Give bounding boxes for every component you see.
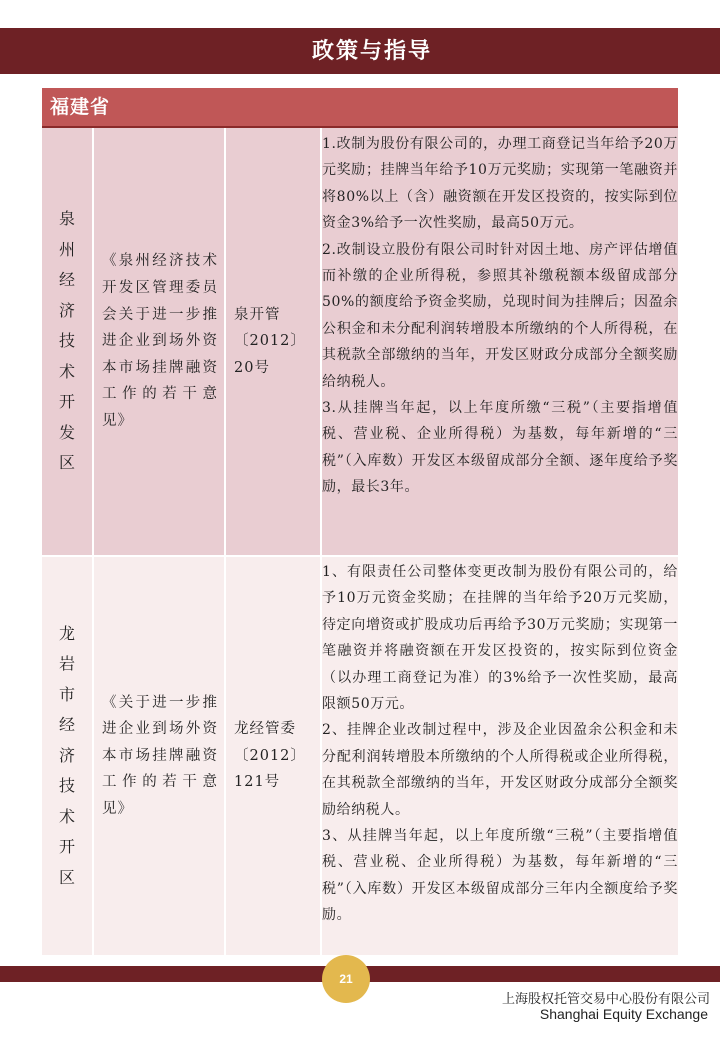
document-number-cell — [226, 128, 322, 557]
document-number: 龙经管委〔2012〕121号 — [234, 721, 306, 791]
section-title: 福建省 — [50, 96, 111, 118]
document-title: 《关于进一步推进企业到场外资本市场挂牌融资工作的若干意见》 — [102, 694, 218, 817]
document-title-cell — [94, 557, 226, 957]
policy-clause: 2.改制设立股份有限公司时针对因土地、房产评估增值而补缴的企业所得税，参照其补缴税额本级留成部分50%的额度给予资金奖励，兑现时间为挂牌后；因盈余公积金和未分配利润转增股本所缴纳的个人所得税，在其税款全部缴纳的当年，开发区财政分成部分全额奖励给纳税人。 — [322, 241, 678, 390]
page-header-title: 政策与指导 — [311, 38, 432, 64]
document-title-cell — [94, 128, 226, 557]
policy-content-cell — [322, 557, 678, 957]
page-number-badge: 21 — [322, 955, 370, 1003]
policy-clause: 1.改制为股份有限公司的，办理工商登记当年给予20万元奖励；挂牌当年给予10万元奖励；实现第一笔融资并将80%以上（含）融资额在开发区投资的，按实际到位资金3%给予一次性奖励，最高50万元。 — [322, 136, 678, 232]
company-name-cn: 上海股权托管交易中心股份有限公司 — [501, 992, 710, 1007]
region-name: 龙岩市经济技术开区 — [59, 623, 76, 887]
policy-table — [42, 128, 678, 957]
region-cell — [42, 557, 94, 957]
company-name-en: Shanghai Equity Exchange — [539, 1006, 708, 1022]
region-name: 泉州经济技术开发区 — [59, 209, 76, 473]
policy-clause: 2、挂牌企业改制过程中，涉及企业因盈余公积金和未分配利润转增股本所缴纳的个人所得税或企业所得税，在其税款全部缴纳的当年，开发区财政分成部分全额奖励给纳税人。 — [322, 722, 678, 818]
policy-content-cell — [322, 128, 678, 557]
region-cell — [42, 128, 94, 557]
table-row — [42, 557, 678, 957]
document-number-cell — [226, 557, 322, 957]
policy-clause: 3、从挂牌当年起，以上年度所缴“三税”（主要指增值税、营业税、企业所得税）为基数，每年新增的“三税”（入库数）开发区本级留成部分三年内全额度给予奖励。 — [322, 828, 678, 924]
top-margin — [0, 0, 720, 28]
section-heading — [42, 88, 678, 128]
policy-clause: 1、有限责任公司整体变更改制为股份有限公司的，给予10万元资金奖励；在挂牌的当年给予20万元奖励，待定向增资或扩股成功后再给予30万元奖励；实现第一笔融资并将融资额在开发区投资的，按实际到位资金（以办理工商登记为准）的3%给予一次性奖励，最高限额50万元。 — [322, 564, 678, 713]
table-row — [42, 128, 678, 557]
document-number: 泉开管〔2012〕20号 — [234, 306, 306, 376]
document-title: 《泉州经济技术开发区管理委员会关于进一步推进企业到场外资本市场挂牌融资工作的若干意见》 — [102, 253, 218, 429]
policy-clause: 3.从挂牌当年起，以上年度所缴“三税”（主要指增值税、营业税、企业所得税）为基数，每年新增的“三税”（入库数）开发区本级留成部分全额、逐年度给予奖励，最长3年。 — [322, 400, 678, 496]
